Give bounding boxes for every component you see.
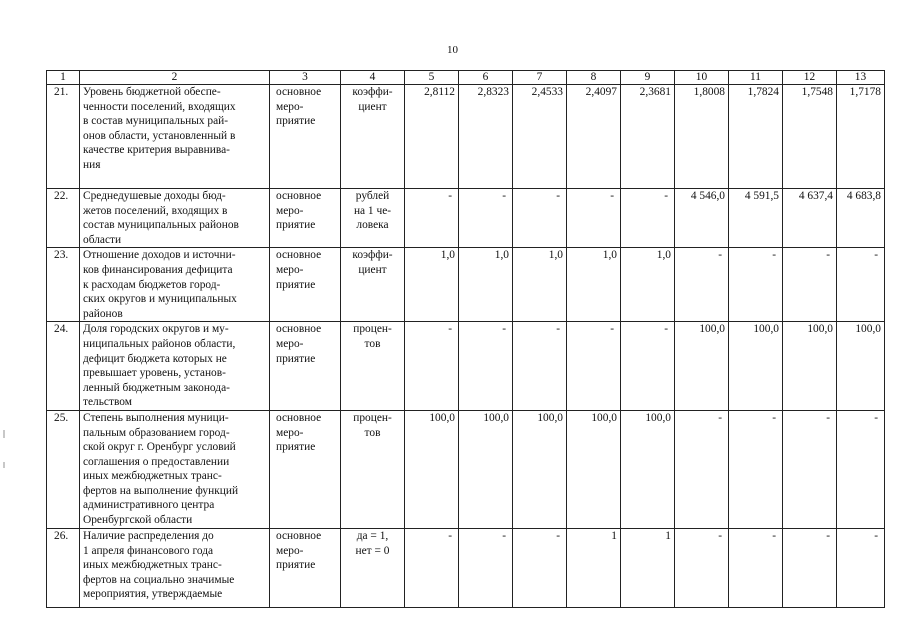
value-cell: 1,0 [567,248,621,322]
table-row [47,322,885,411]
row-number-cell: 24. [47,322,80,411]
value-cell: - [837,248,885,322]
value-cell: - [675,528,729,607]
value-cell: - [783,528,837,607]
column-number-header: 5 [405,71,459,85]
column-number-header: 8 [567,71,621,85]
row-number-cell: 26. [47,528,80,607]
value-cell: 2,8323 [459,85,513,189]
value-cell: 4 637,4 [783,189,837,248]
column-number-header: 1 [47,71,80,85]
value-cell: 2,3681 [621,85,675,189]
value-cell: 1 [621,528,675,607]
value-cell: - [783,248,837,322]
indicator-name-cell: Отношение доходов и источни- ков финансирования дефицита к расходам бюджетов город- ских округов и муниципальных районов [80,248,270,322]
unit-cell: рублей на 1 че- ловека [341,189,405,248]
scan-edge-mark [3,430,5,438]
table-row [47,248,885,322]
value-cell: - [837,410,885,528]
event-type-cell: основное меро- приятие [270,528,341,607]
value-cell: 4 683,8 [837,189,885,248]
unit-cell: коэффи- циент [341,85,405,189]
table-row [47,410,885,528]
value-cell: 2,4097 [567,85,621,189]
value-cell: 100,0 [405,410,459,528]
value-cell: - [729,528,783,607]
scan-edge-mark [3,462,5,468]
table-row [47,85,885,189]
value-cell: - [405,322,459,411]
event-type-cell: основное меро- приятие [270,189,341,248]
value-cell: 100,0 [459,410,513,528]
column-number-header: 6 [459,71,513,85]
value-cell: 1,7178 [837,85,885,189]
column-number-header: 2 [80,71,270,85]
column-number-header: 4 [341,71,405,85]
indicator-name-cell: Степень выполнения муници- пальным образованием город- ской округ г. Оренбург условий соглашения о предоставлении иных межбюджетных транс- фертов на выполнение функций административного центра Оренбургской области [80,410,270,528]
unit-cell: да = 1, нет = 0 [341,528,405,607]
value-cell: - [783,410,837,528]
value-cell: 1,0 [621,248,675,322]
event-type-cell: основное меро- приятие [270,248,341,322]
event-type-cell: основное меро- приятие [270,85,341,189]
row-number-cell: 25. [47,410,80,528]
value-cell: 100,0 [837,322,885,411]
column-number-header: 3 [270,71,341,85]
column-number-header: 12 [783,71,837,85]
unit-cell: процен- тов [341,322,405,411]
table-row [47,528,885,607]
row-number-cell: 23. [47,248,80,322]
value-cell: - [675,410,729,528]
value-cell: - [459,322,513,411]
value-cell: 1,7548 [783,85,837,189]
value-cell: - [513,528,567,607]
value-cell: 2,4533 [513,85,567,189]
value-cell: - [621,189,675,248]
value-cell: 100,0 [513,410,567,528]
value-cell: 100,0 [675,322,729,411]
table-row [47,189,885,248]
event-type-cell: основное меро- приятие [270,410,341,528]
value-cell: - [459,528,513,607]
value-cell: - [459,189,513,248]
column-number-header: 7 [513,71,567,85]
value-cell: 100,0 [567,410,621,528]
indicator-name-cell: Уровень бюджетной обеспе- ченности поселений, входящих в состав муниципальных рай- онов области, установленный в качестве критерия выравнива- ния [80,85,270,189]
value-cell: - [621,322,675,411]
value-cell: 1,8008 [675,85,729,189]
row-number-cell: 21. [47,85,80,189]
value-cell: 4 591,5 [729,189,783,248]
value-cell: - [675,248,729,322]
value-cell: 4 546,0 [675,189,729,248]
value-cell: - [729,248,783,322]
value-cell: 1,0 [405,248,459,322]
unit-cell: коэффи- циент [341,248,405,322]
page-number: 10 [447,44,458,56]
value-cell: - [405,189,459,248]
value-cell: 100,0 [783,322,837,411]
value-cell: - [567,322,621,411]
indicator-name-cell: Среднедушевые доходы бюд- жетов поселений, входящих в состав муниципальных районов области [80,189,270,248]
indicator-name-cell: Доля городских округов и му- ниципальных районов области, дефицит бюджета которых не превышает уровень, установ- ленный бюджетным законода- тельством [80,322,270,411]
value-cell: - [513,189,567,248]
value-cell: 100,0 [621,410,675,528]
value-cell: - [837,528,885,607]
column-number-header: 9 [621,71,675,85]
column-number-header: 13 [837,71,885,85]
column-number-header: 10 [675,71,729,85]
indicators-table [46,70,885,608]
unit-cell: процен- тов [341,410,405,528]
value-cell: 2,8112 [405,85,459,189]
value-cell: 1,0 [459,248,513,322]
event-type-cell: основное меро- приятие [270,322,341,411]
value-cell: - [405,528,459,607]
value-cell: 1 [567,528,621,607]
column-number-header: 11 [729,71,783,85]
row-number-cell: 22. [47,189,80,248]
value-cell: 1,7824 [729,85,783,189]
indicator-name-cell: Наличие распределения до 1 апреля финансового года иных межбюджетных транс- фертов на социально значимые мероприятия, утверждаемые [80,528,270,607]
value-cell: 100,0 [729,322,783,411]
value-cell: 1,0 [513,248,567,322]
value-cell: - [567,189,621,248]
table-header-row [47,71,885,85]
value-cell: - [513,322,567,411]
value-cell: - [729,410,783,528]
